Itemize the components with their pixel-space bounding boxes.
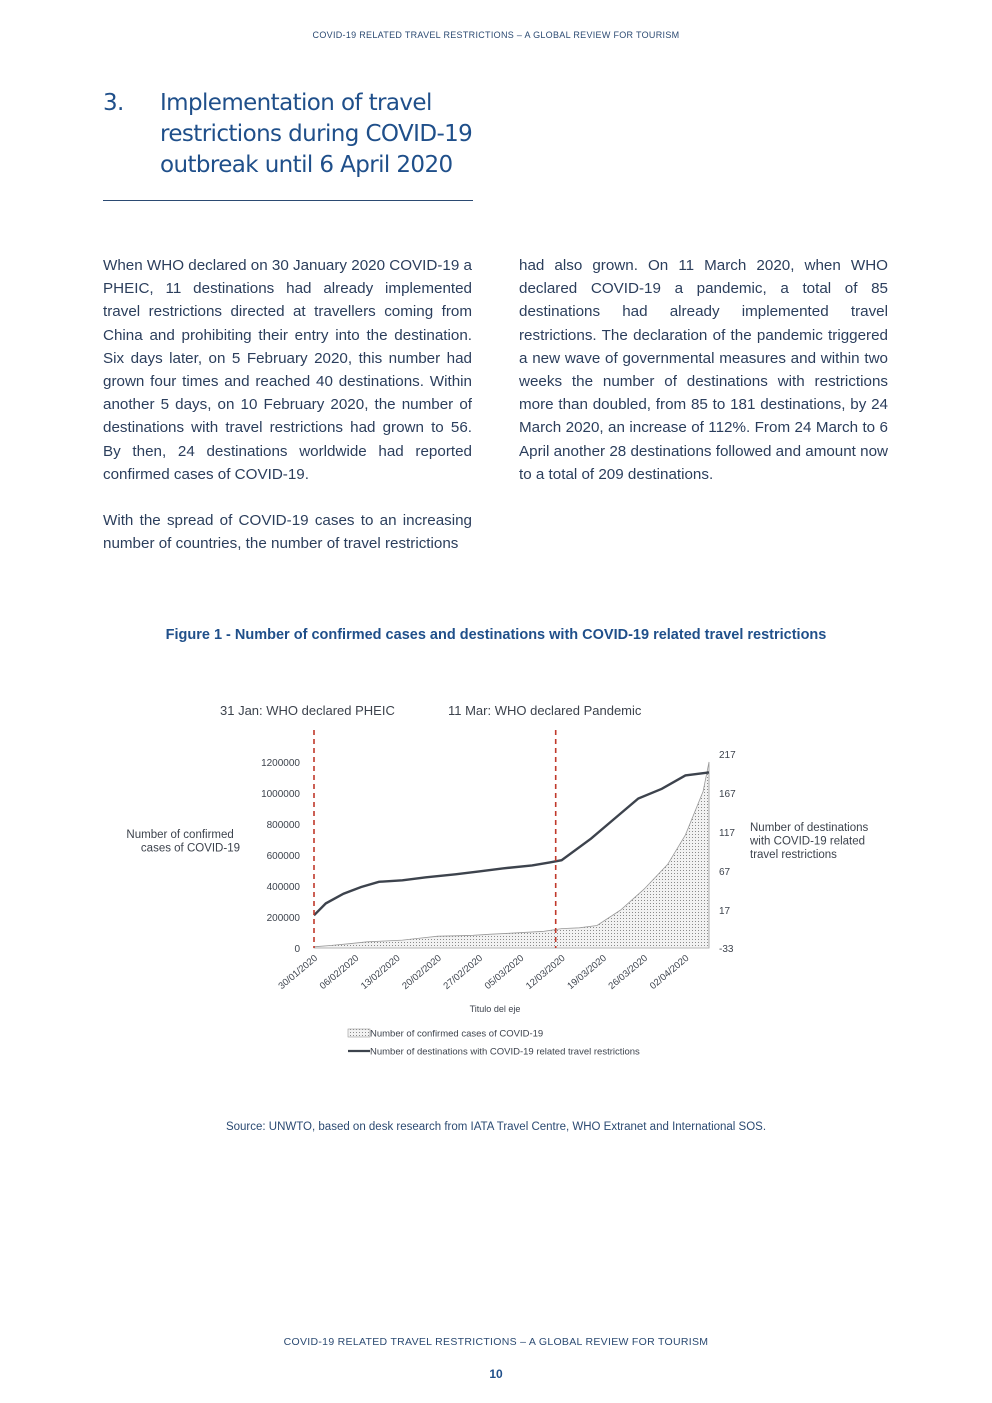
cases-and-restrictions-chart: [110, 690, 890, 1070]
x-tick-label: 05/03/2020: [482, 952, 527, 992]
figure-source-note: Source: UNWTO, based on desk research from IATA Travel Centre, WHO Extranet and International SOS.: [225, 1121, 767, 1133]
x-tick-label: 12/03/2020: [524, 952, 568, 992]
x-tick-label: 02/04/2020: [647, 952, 692, 992]
y-right-tick-label: 17: [719, 906, 731, 917]
y-left-tick-label: 600000: [266, 851, 300, 862]
x-axis-title: Titulo del eje: [469, 1004, 521, 1014]
y-right-tick-label: 217: [719, 750, 736, 761]
legend-label-cases: Number of confirmed cases of COVID-19: [370, 1028, 544, 1040]
body-paragraph: When WHO declared on 30 January 2020 COVID-19 a PHEIC, 11 destinations had already implemented travel restrictions directed at travellers coming from China and prohibiting their entry into the destination. Six days later, on 5 February 2020, this number had grown four times and reached 40 destinations. Within another 5 days, on 10 February 2020, the number of destinations with travel restrictions had grown to 56. By then, 24 destinations worldwide had reported confirmed cases of COVID-19.: [103, 257, 472, 483]
x-tick-label: 06/02/2020: [317, 952, 362, 992]
y-right-axis-title: Number of destinations with COVID-19 related travel restrictions: [750, 822, 869, 861]
figure-caption: Figure 1 - Number of confirmed cases and destinations with COVID-19 related travel restrictions: [165, 627, 827, 643]
section-heading: [103, 88, 473, 181]
y-left-tick-label: 200000: [266, 913, 300, 924]
pandemic-annotation-label: 11 Mar: WHO declared Pandemic: [448, 703, 642, 718]
body-column-right: [519, 254, 888, 509]
page-number: 10: [489, 1367, 503, 1381]
heading-divider: [103, 200, 473, 201]
running-header: COVID-19 RELATED TRAVEL RESTRICTIONS – A GLOBAL REVIEW FOR TOURISM: [312, 30, 680, 40]
y-right-tick-label: 167: [719, 789, 736, 800]
y-left-tick-label: 1000000: [261, 789, 300, 800]
legend-swatch-cases: [348, 1029, 370, 1037]
legend-label-destinations: Number of destinations with COVID-19 related travel restrictions: [370, 1046, 640, 1058]
y-left-tick-label: 1200000: [261, 758, 300, 769]
x-tick-label: 19/03/2020: [565, 952, 609, 992]
x-tick-label: 13/02/2020: [358, 952, 403, 992]
body-column-left: [103, 254, 472, 579]
x-tick-label: 26/03/2020: [606, 952, 651, 992]
y-right-tick-label: -33: [719, 944, 734, 955]
body-paragraph: With the spread of COVID-19 cases to an increasing number of countries, the number of travel restrictions: [103, 512, 472, 553]
pheic-annotation-label: 31 Jan: WHO declared PHEIC: [220, 703, 395, 718]
y-right-tick-label: 67: [719, 867, 731, 878]
x-tick-label: 27/02/2020: [441, 952, 486, 992]
y-left-tick-label: 800000: [266, 820, 300, 831]
running-footer: COVID-19 RELATED TRAVEL RESTRICTIONS – A GLOBAL REVIEW FOR TOURISM: [283, 1336, 709, 1348]
x-tick-label: 30/01/2020: [276, 952, 320, 992]
y-left-tick-label: 400000: [266, 882, 300, 893]
y-left-axis-title: Number of confirmed cases of COVID-19: [126, 829, 240, 855]
body-paragraph: had also grown. On 11 March 2020, when WHO declared COVID-19 a pandemic, a total of 85 destinations had already implemented travel restrictions. The declaration of the pandemic triggered a new wave of governmental measures and within two weeks the number of destinations with restrictions more than doubled, from 85 to 181 destinations, by 24 March 2020, an increase of 112%. From 24 March to 6 April another 28 destinations followed and amount now to a total of 209 destinations.: [519, 257, 888, 483]
section-title: Implementation of travel restrictions during COVID-19 outbreak until 6 April 2020: [160, 90, 473, 178]
section-number: 3.: [103, 90, 124, 116]
y-left-tick-label: 0: [294, 944, 300, 955]
y-right-tick-label: 117: [719, 828, 735, 839]
x-tick-label: 20/02/2020: [400, 952, 444, 992]
